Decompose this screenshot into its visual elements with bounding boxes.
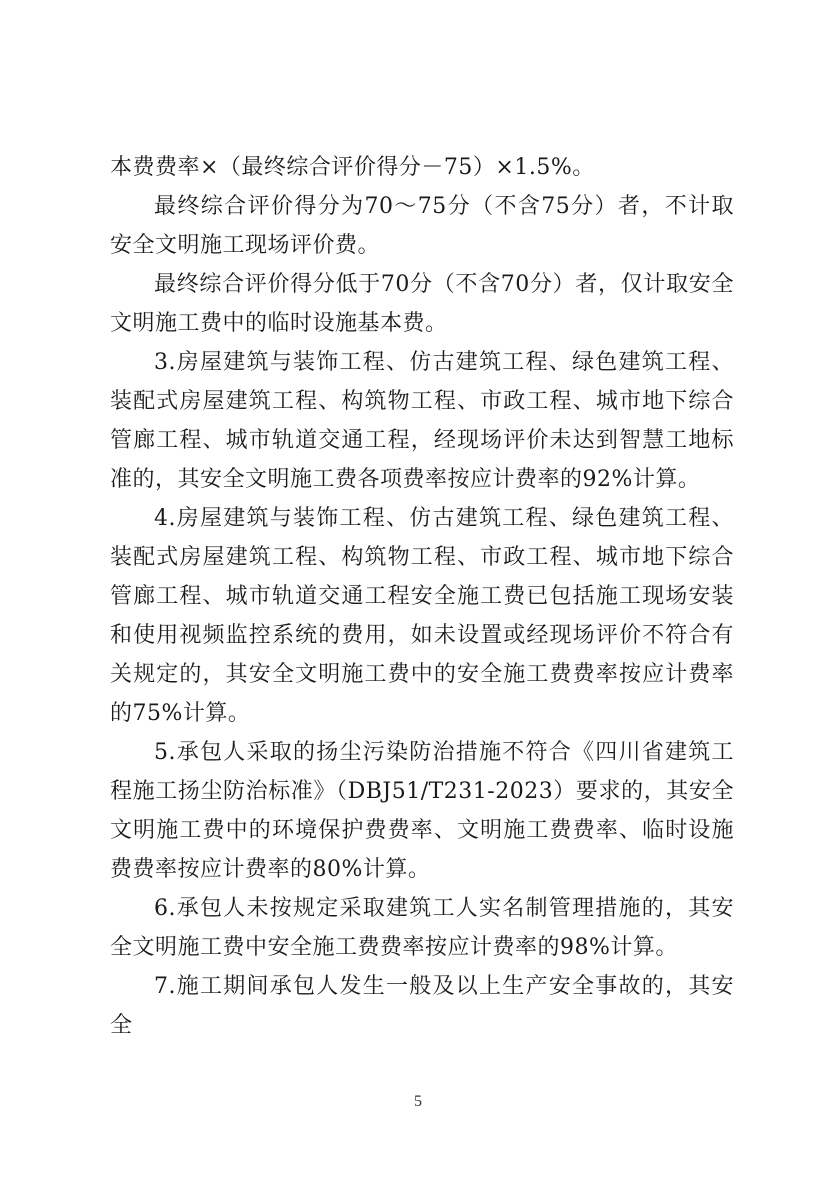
page-number: 5 xyxy=(414,1093,422,1110)
paragraph-4: 3.房屋建筑与装饰工程、仿古建筑工程、绿色建筑工程、装配式房屋建筑工程、构筑物工程、市政工程、城市地下综合管廊工程、城市轨道交通工程，经现场评价未达到智慧工地标准的，其安全文明施工费各项费率按应计费率的92%计算。 xyxy=(110,350,734,492)
paragraph-7: 6.承包人未按规定采取建筑工人实名制管理措施的，其安全文明施工费中安全施工费费率按应计费率的98%计算。 xyxy=(110,896,734,960)
body-text xyxy=(110,148,734,1045)
paragraph-8: 7.施工期间承包人发生一般及以上生产安全事故的，其安全 xyxy=(110,974,734,1038)
paragraph-1: 本费费率×（最终综合评价得分－75）×1.5%。 xyxy=(110,155,595,180)
paragraph-5: 4.房屋建筑与装饰工程、仿古建筑工程、绿色建筑工程、装配式房屋建筑工程、构筑物工程、市政工程、城市地下综合管廊工程、城市轨道交通工程安全施工费已包括施工现场安装和使用视频监控系统的费用，如未设置或经现场评价不符合有关规定的，其安全文明施工费中的安全施工费费率按应计费率的75%计算。 xyxy=(110,506,734,726)
paragraph-6: 5.承包人采取的扬尘污染防治措施不符合《四川省建筑工程施工扬尘防治标准》（DBJ51/T231-2023）要求的，其安全文明施工费中的环境保护费费率、文明施工费费率、临时设施费费率按应计费率的80%计算。 xyxy=(110,740,734,882)
paragraph-2: 最终综合评价得分为70～75分（不含75分）者，不计取安全文明施工现场评价费。 xyxy=(110,194,734,258)
paragraph-3: 最终综合评价得分低于70分（不含70分）者，仅计取安全文明施工费中的临时设施基本费。 xyxy=(110,272,734,336)
